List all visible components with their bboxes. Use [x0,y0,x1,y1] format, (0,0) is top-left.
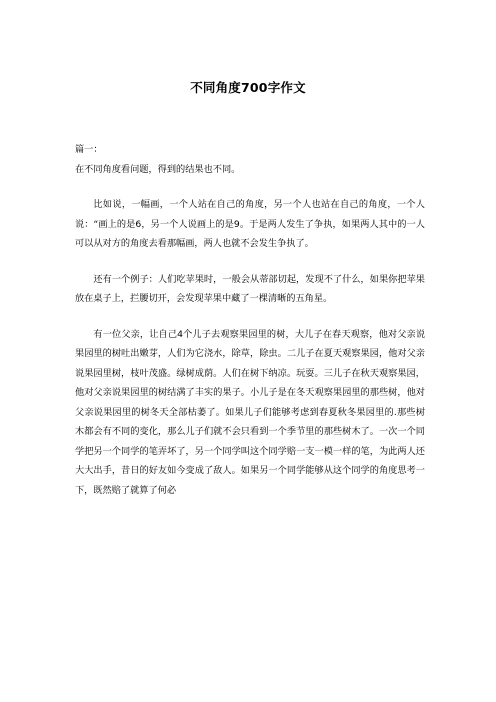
paragraph-painting: 比如说，一幅画，一个人站在自己的角度，另一个人也站在自己的角度，一个人说：“画上的是6，另一个人说画上的是9。于是两人发生了争执，如果两人其中的一人可以从对方的角度去看那幅画，两人也就不会发生争执了。 [75,199,425,249]
document-body [75,140,425,500]
paragraph-apple: 还有一个例子：人们吃苹果时，一般会从蒂部切起，发现不了什么，如果你把苹果放在桌子上，拦腰切开，会发现苹果中藏了一棵清晰的五角星。 [75,273,425,304]
paragraph-orchard: 有一位父亲，让自己4个儿子去观察果园里的树，大儿子在春天观察，他对父亲说果园里的树吐出嫩芽，人们为它浇水，除草，除虫。二儿子在夏天观察果园，他对父亲说果园里树，枝叶茂盛。绿树成荫。人们在树下纳凉。玩耍。三儿子在秋天观察果园，他对父亲说果园里的树结满了丰实的果子。小儿子是在冬天观察果园里的那些树，他对父亲说果园里的树冬天全部枯萎了。如果儿子们能够考虑到春夏秋冬果园里的.那些树木都会有不同的变化，那么儿子们就不会只看到一个季节里的那些树木了。一次一个同学把另一个同学的笔弄坏了，另一个同学叫这个同学赔一支一模一样的笔，为此两人还大大出手，昔日的好友如今变成了敌人。如果另一个同学能够从这个同学的角度思考一下，既然赔了就算了何必 [75,328,425,496]
lead-sentence: 在不同角度看问题，得到的结果也不同。 [75,163,241,175]
section-label: 篇一： [75,144,103,155]
document-title: 不同角度700字作文 [190,80,306,95]
